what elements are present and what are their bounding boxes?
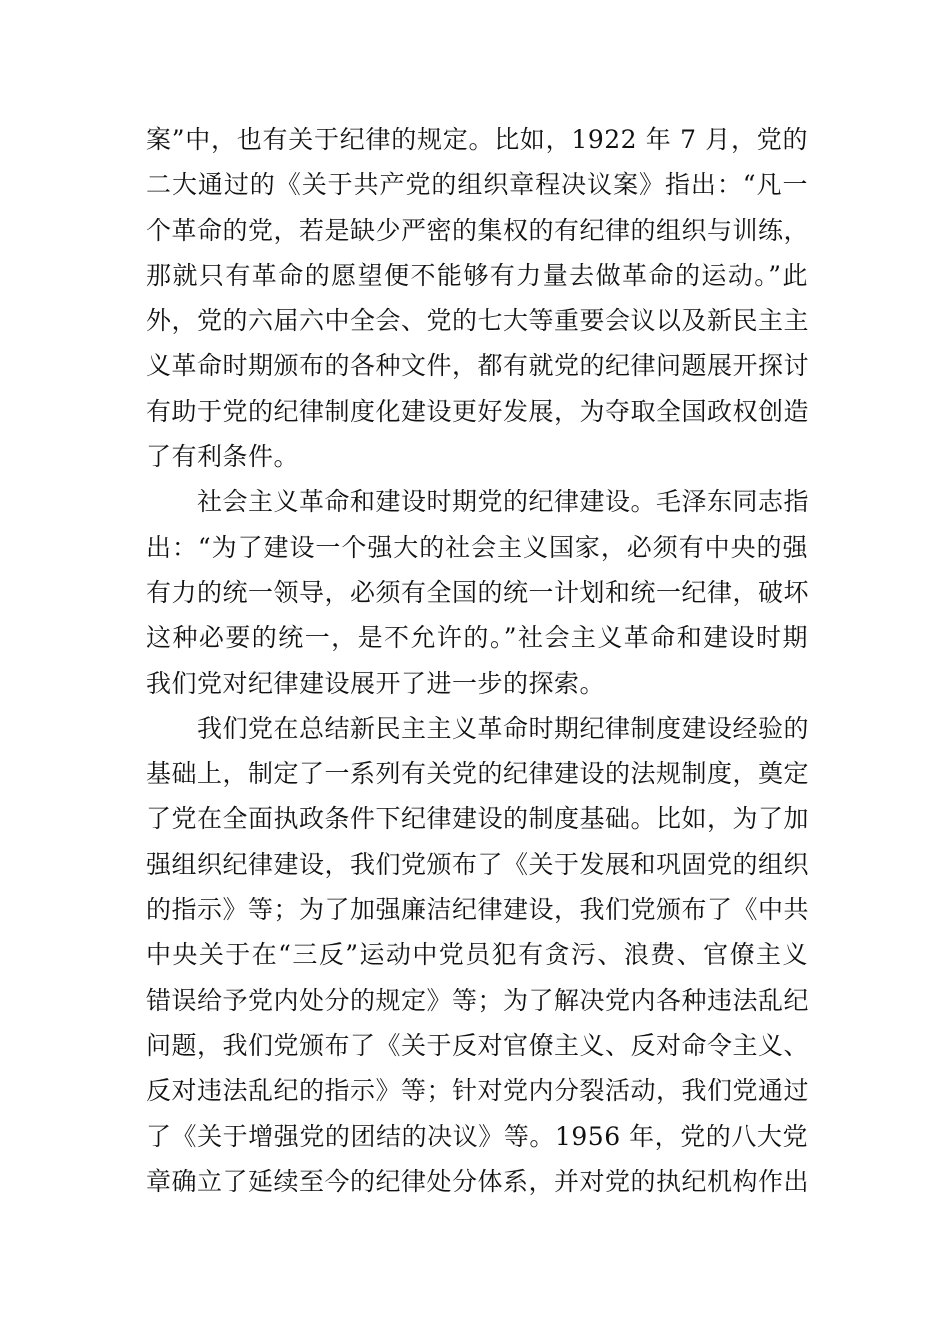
text-line: 有力的统一领导，必须有全国的统一计划和统一纪律，破坏	[146, 577, 810, 607]
text-line: 错误给予党内处分的规定》等；为了解决党内各种违法乱纪	[146, 985, 810, 1015]
text-line: 有助于党的纪律制度化建设更好发展，为夺取全国政权创造	[146, 396, 810, 426]
text-line: 了党在全面执政条件下纪律建设的制度基础。比如，为了加	[146, 804, 810, 834]
text-line: 章确立了延续至今的纪律处分体系，并对党的执纪机构作出	[146, 1166, 810, 1196]
text-line: 反对违法乱纪的指示》等；针对党内分裂活动，我们党通过	[146, 1076, 810, 1106]
text-line: 了《关于增强党的团结的决议》等。1956 年，党的八大党	[146, 1121, 808, 1151]
paragraph-end-line: 了有利条件。	[146, 442, 300, 472]
body-text	[146, 117, 808, 1204]
text-line: 问题，我们党颁布了《关于反对官僚主义、反对命令主义、	[146, 1030, 810, 1060]
text-line: 基础上，制定了一系列有关党的纪律建设的法规制度，奠定	[146, 759, 810, 789]
text-line: 外，党的六届六中全会、党的七大等重要会议以及新民主主	[146, 306, 810, 336]
text-line: 个革命的党，若是缺少严密的集权的有纪律的组织与训练，	[146, 215, 810, 245]
text-line: 义革命时期颁布的各种文件，都有就党的纪律问题展开探讨	[146, 351, 810, 381]
text-line: 二大通过的《关于共产党的组织章程决议案》指出：“凡一	[146, 170, 808, 200]
paragraph-end-line: 我们党对纪律建设展开了进一步的探索。	[146, 668, 606, 698]
text-line: 这种必要的统一，是不允许的。”社会主义革命和建设时期	[146, 623, 808, 653]
text-line: 出：“为了建设一个强大的社会主义国家，必须有中央的强	[146, 532, 808, 562]
text-line: 案”中，也有关于纪律的规定。比如，1922 年 7 月，党的	[146, 125, 808, 154]
text-line: 我们党在总结新民主主义革命时期纪律制度建设经验的	[146, 713, 810, 743]
text-line: 强组织纪律建设，我们党颁布了《关于发展和巩固党的组织	[146, 849, 810, 879]
text-line: 的指示》等；为了加强廉洁纪律建设，我们党颁布了《中共	[146, 895, 810, 925]
text-line: 中央关于在“三反”运动中党员犯有贪污、浪费、官僚主义	[146, 940, 808, 970]
text-line: 那就只有革命的愿望便不能够有力量去做革命的运动。”此	[146, 260, 808, 290]
text-line: 社会主义革命和建设时期党的纪律建设。毛泽东同志指	[146, 487, 810, 517]
